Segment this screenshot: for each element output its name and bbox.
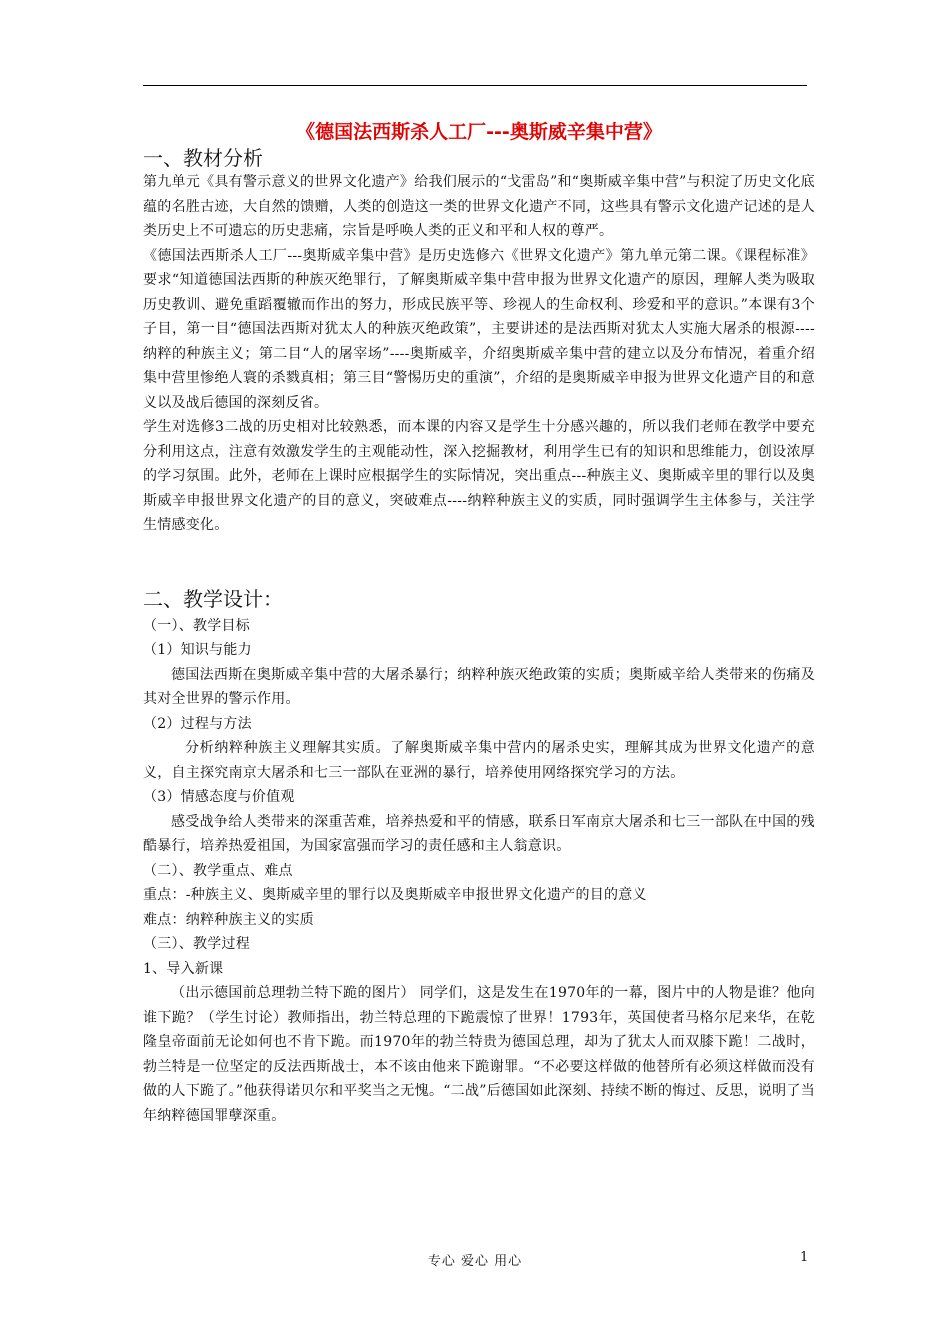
section-heading-analysis: 一、教材分析	[143, 146, 263, 170]
section-heading-design: 二、教学设计：	[143, 586, 283, 611]
objective-label-emotion: （3）情感态度与价值观	[143, 789, 295, 805]
objective-text-process: 分析纳粹种族主义理解其实质。了解奥斯威辛集中营内的屠杀史实，理解其成为世界文化遗产的意义，自主探究南京大屠杀和七三一部队在亚洲的暴行，培养使用网络探究学习的方法。	[143, 740, 815, 781]
paragraph: 第九单元《具有警示意义的世界文化遗产》给我们展示的“戈雷岛”和“奥斯威辛集中营”与积淀了历史文化底蕴的名胜古迹，大自然的馈赠，人类的创造这一类的世界文化遗产不同，这些具有警示文化遗产记述的是人类历史上不可遗忘的历史悲痛，宗旨是呼唤人类的正义和平和人权的尊严。	[143, 174, 815, 239]
page-number: 1	[800, 1250, 809, 1265]
objective-text-knowledge: 德国法西斯在奥斯威辛集中营的大屠杀暴行；纳粹种族灭绝政策的实质；奥斯威辛给人类带来的伤痛及其对全世界的警示作用。	[143, 666, 815, 707]
step-text-intro: （出示德国前总理勃兰特下跪的图片） 同学们，这是发生在1970年的一幕，图片中的人物是谁？他向谁下跪？（学生讨论）教师指出，勃兰特总理的下跪震惊了世界！1793年，英国使者马格尔尼来华，在乾隆皇帝面前无论如何也不肯下跪。而1970年的勃兰特贵为德国总理，却为了犹太人而双膝下跪！二战时，勃兰特是一位坚定的反法西斯战士，本不该由他来下跪谢罪。“不必要这样做的他替所有必须这样做而没有做的人下跪了。”他获得诺贝尔和平奖当之无愧。“二战”后德国如此深刻、持续不断的悔过、反思，说明了当年纳粹德国罪孽深重。	[143, 985, 815, 1124]
step-heading-intro: 1、导入新课	[143, 960, 224, 977]
document-title: 《德国法西斯杀人工厂---奥斯威辛集中营》	[296, 121, 662, 143]
footer-motto: 专心 爱心 用心	[427, 1254, 523, 1269]
key-point: 重点：-种族主义、奥斯威辛里的罪行以及奥斯威辛申报世界文化遗产的目的意义	[143, 887, 647, 903]
difficult-point: 难点：纳粹种族主义的实质	[143, 911, 314, 928]
header-rule	[143, 85, 807, 86]
paragraph: 学生对选修3二战的历史相对比较熟悉，而本课的内容又是学生十分感兴趣的，所以我们老师在教学中要充分利用这点，注意有效激发学生的主观能动性，深入挖掘教材，利用学生已有的知识和思维能力，创设浓厚的学习氛围。此外，老师在上课时应根据学生的实际情况，突出重点---种族主义、奥斯威辛里的罪行以及奥斯威辛申报世界文化遗产的目的意义，突破难点----纳粹种族主义的实质，同时强调学生主体参与，关注学生情感变化。	[143, 419, 815, 533]
subheading-objectives: （一）、教学目标	[143, 617, 250, 634]
paragraph: 《德国法西斯杀人工厂---奥斯威辛集中营》是历史选修六《世界文化遗产》第九单元第二课。《课程标准》要求“知道德国法西斯的种族灭绝罪行，了解奥斯威辛集中营申报为世界文化遗产的原因，理解人类为吸取历史教训、避免重蹈覆辙而作出的努力，形成民族平等、珍视人的生命权利、珍爱和平的意识。”本课有3个子目，第一目“德国法西斯对犹太人的种族灭绝政策”，主要讲述的是法西斯对犹太人实施大屠杀的根源----纳粹的种族主义；第二目“人的屠宰场”----奥斯威辛，介绍奥斯威辛集中营的建立以及分布情况，着重介绍集中营里惨绝人寰的杀戮真相；第三目“警惕历史的重演”，介绍的是奥斯威辛申报为世界文化遗产目的和意义以及战后德国的深刻反省。	[143, 247, 815, 411]
document-body	[143, 118, 815, 1128]
section-spacer	[143, 538, 815, 584]
objective-text-emotion: 感受战争给人类带来的深重苦难，培养热爱和平的情感，联系日军南京大屠杀和七三一部队在中国的残酷暴行，培养热爱祖国，为国家富强而学习的责任感和主人翁意识。	[143, 813, 815, 854]
objective-label-process: （2）过程与方法	[143, 715, 252, 732]
subheading-process: （三）、教学过程	[143, 936, 250, 952]
subheading-key-points: （二）、教学重点、难点	[143, 862, 293, 879]
objective-label-knowledge: （1）知识与能力	[143, 642, 252, 658]
